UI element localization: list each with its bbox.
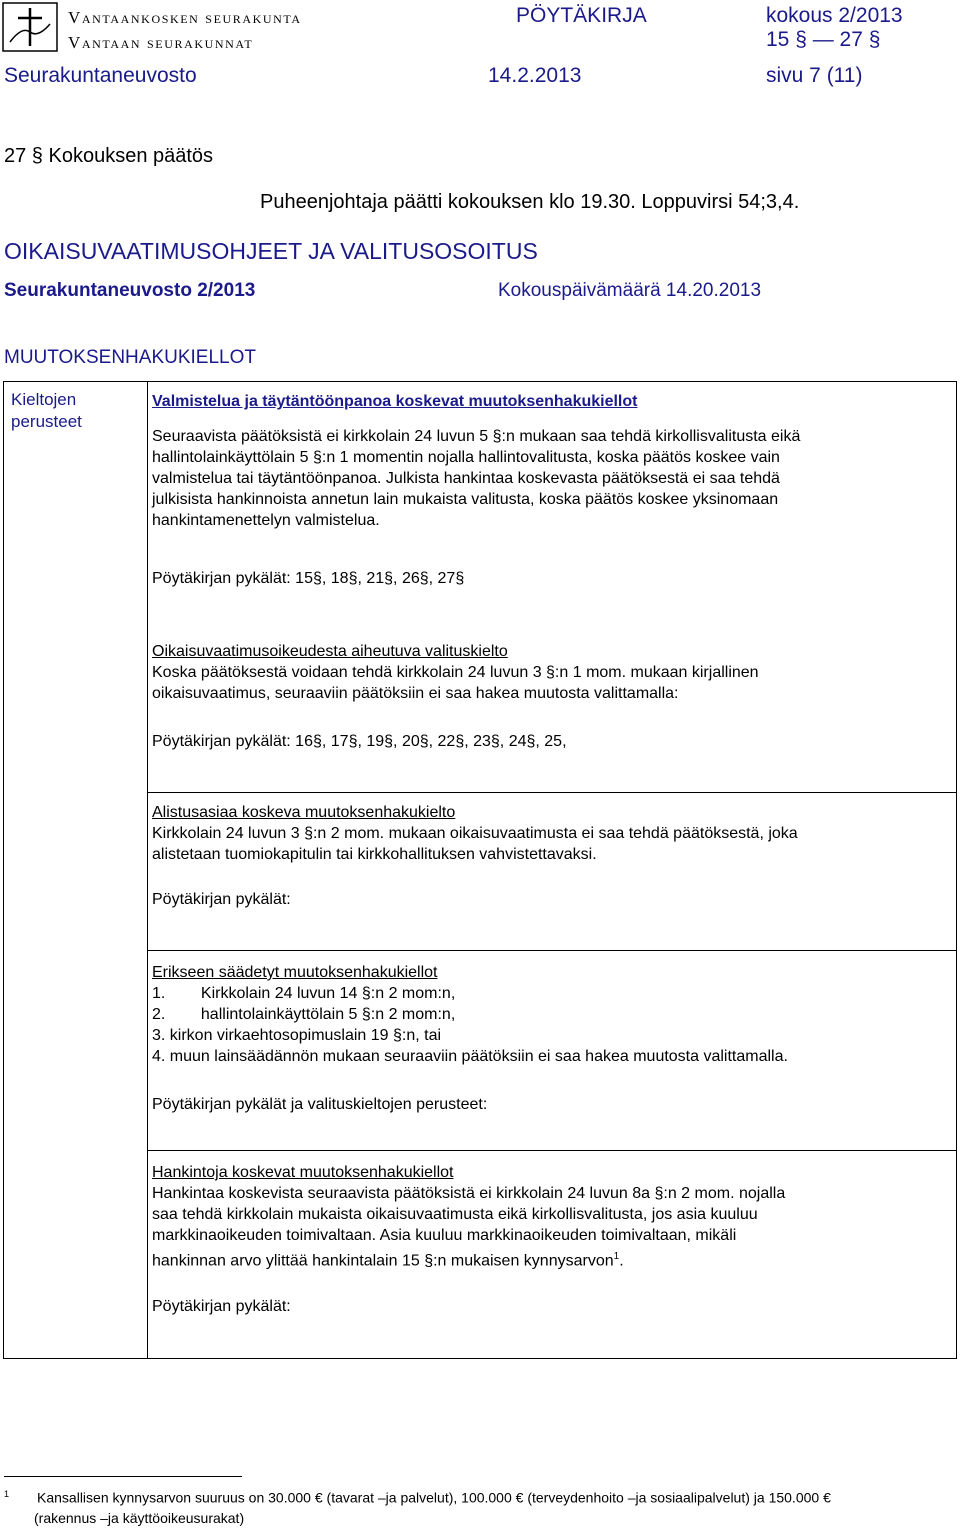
left-label-line1: Kieltojen [11,390,77,409]
block2-line: Koska päätöksestä voidaan tehdä kirkkolain 24 luvun 3 §:n 1 mom. mukaan kirjallinen [152,664,759,681]
block3-title: Alistusasiaa koskeva muutoksenhakukielto [152,804,456,821]
block4-item: 3. kirkon virkaehtosopimuslain 19 §:n, tai [152,1027,442,1044]
block1-line: Seuraavista päätöksistä ei kirkkolain 24 luvun 5 §:n mukaan saa tehdä kirkollisvalitusta eikä [152,428,801,445]
footnote-separator [4,1476,242,1477]
meeting-date: 14.2.2013 [488,64,582,87]
block4-item: 4. muun lainsäädännön mukaan seuraaviin päätöksiin ei saa hakea muutosta valittamalla. [152,1048,788,1065]
appeal-body-label: Seurakuntaneuvosto 2/2013 [4,280,256,301]
left-label-line2: perusteet [11,412,82,431]
block5-title: Hankintoja koskevat muutoksenhakukiellot [152,1164,454,1181]
footnote-number: 1 [4,1489,10,1499]
org-name-line2: Vantaan seurakunnat [68,33,254,52]
page-number: sivu 7 (11) [766,64,863,87]
block3-sections: Pöytäkirjan pykälät: [152,891,291,908]
section-heading: 27 § Kokouksen päätös [4,145,214,167]
block1-sections: Pöytäkirjan pykälät: 15§, 18§, 21§, 26§, 27§ [152,570,465,587]
block1-line: hankintamenettelyn valmistelua. [152,512,380,529]
block5-line: Hankintaa koskevista seuraavista päätöksistä ei kirkkolain 24 luvun 8a §:n 2 mom. nojalla [152,1185,786,1202]
appeal-restrictions-subtitle: MUUTOKSENHAKUKIELLOT [4,347,256,368]
block-submission [152,802,952,865]
block1-line: valmistelua tai täytäntöönpanoa. Julkista hankintaa koskevasta päätöksestä ei saa tehdä [152,470,780,487]
decision-text: Puheenjohtaja päätti kokouksen klo 19.30. Loppuvirsi 54;3,4. [260,191,800,213]
block-procurement [152,1162,952,1271]
block5-line: saa tehdä kirkkolain mukaista oikaisuvaatimusta eikä kirkollisvalitusta, jos asia kuuluu [152,1206,758,1223]
governing-body: Seurakuntaneuvosto [4,64,197,87]
document-type: PÖYTÄKIRJA [516,4,647,27]
section-range: 15 § — 27 § [766,28,881,51]
appeal-instructions-title: OIKAISUVAATIMUSOHJEET JA VALITUSOSOITUS [4,238,538,264]
block5-line-text: hankinnan arvo ylittää hankintalain 15 §:n mukaisen kynnysarvon [152,1252,614,1270]
block5-sections: Pöytäkirjan pykälät: [152,1298,291,1315]
block-rectification [152,641,952,704]
church-logo [2,2,58,52]
block5-line: markkinaoikeuden toimivaltaan. Asia kuuluu markkinaoikeuden toimivaltaan, mikäli [152,1227,737,1244]
block1-line: julkisista hankinnoista annetun lain mukaista valitusta, koska päätös koskee yksinomaan [152,491,779,508]
footnote-line2: (rakennus –ja käyttöoikeusurakat) [34,1509,245,1526]
cross-logo-icon [2,2,58,52]
block2-title: Oikaisuvaatimusoikeudesta aiheutuva valituskielto [152,643,508,660]
block2-line: oikaisuvaatimus, seuraaviin päätöksiin ei saa hakea muutosta valittamalla: [152,685,679,702]
block1-title: Valmistelua ja täytäntöönpanoa koskevat muutoksenhakukiellot [152,393,638,410]
footnote-line1: Kansallisen kynnysarvon suuruus on 30.000 € (tavarat –ja palvelut), 100.000 € (terveydenhoito –ja sosiaalipalvelut) ja 150.000 € [37,1489,831,1506]
block4-item: 2. hallintolainkäyttölain 5 §:n 2 mom:n, [152,1006,456,1023]
block4-title: Erikseen säädetyt muutoksenhakukiellot [152,964,438,981]
footnote [4,1484,831,1528]
block3-line: alistetaan tuomiokapitulin tai kirkkohallituksen vahvistettavaksi. [152,846,597,863]
org-name-line1: Vantaankosken seurakunta [68,8,302,27]
block4-sections: Pöytäkirjan pykälät ja valituskieltojen perusteet: [152,1096,488,1113]
appeal-date-label: Kokouspäivämäärä 14.20.2013 [498,280,762,301]
meeting-number: kokous 2/2013 [766,4,903,27]
block3-line: Kirkkolain 24 luvun 3 §:n 2 mom. mukaan oikaisuvaatimusta ei saa tehdä päätöksestä, joka [152,825,798,842]
footnote-ref: 1 [613,1251,620,1262]
block-specific-restrictions [152,962,952,1067]
block-preparation [152,391,952,531]
block1-line: hallintolainkäyttölain 5 §:n 1 momentin nojalla hallintovalitusta, koska päätös koskee vain [152,449,780,466]
block2-sections: Pöytäkirjan pykälät: 16§, 17§, 19§, 20§, 22§, 23§, 24§, 25, [152,733,567,750]
table-left-label [11,389,82,433]
block4-item: 1. Kirkkolain 24 luvun 14 §:n 2 mom:n, [152,985,456,1002]
block5-line: hankinnan arvo ylittää hankintalain 15 §:n mukaisen kynnysarvon$^1$. [152,1251,624,1270]
